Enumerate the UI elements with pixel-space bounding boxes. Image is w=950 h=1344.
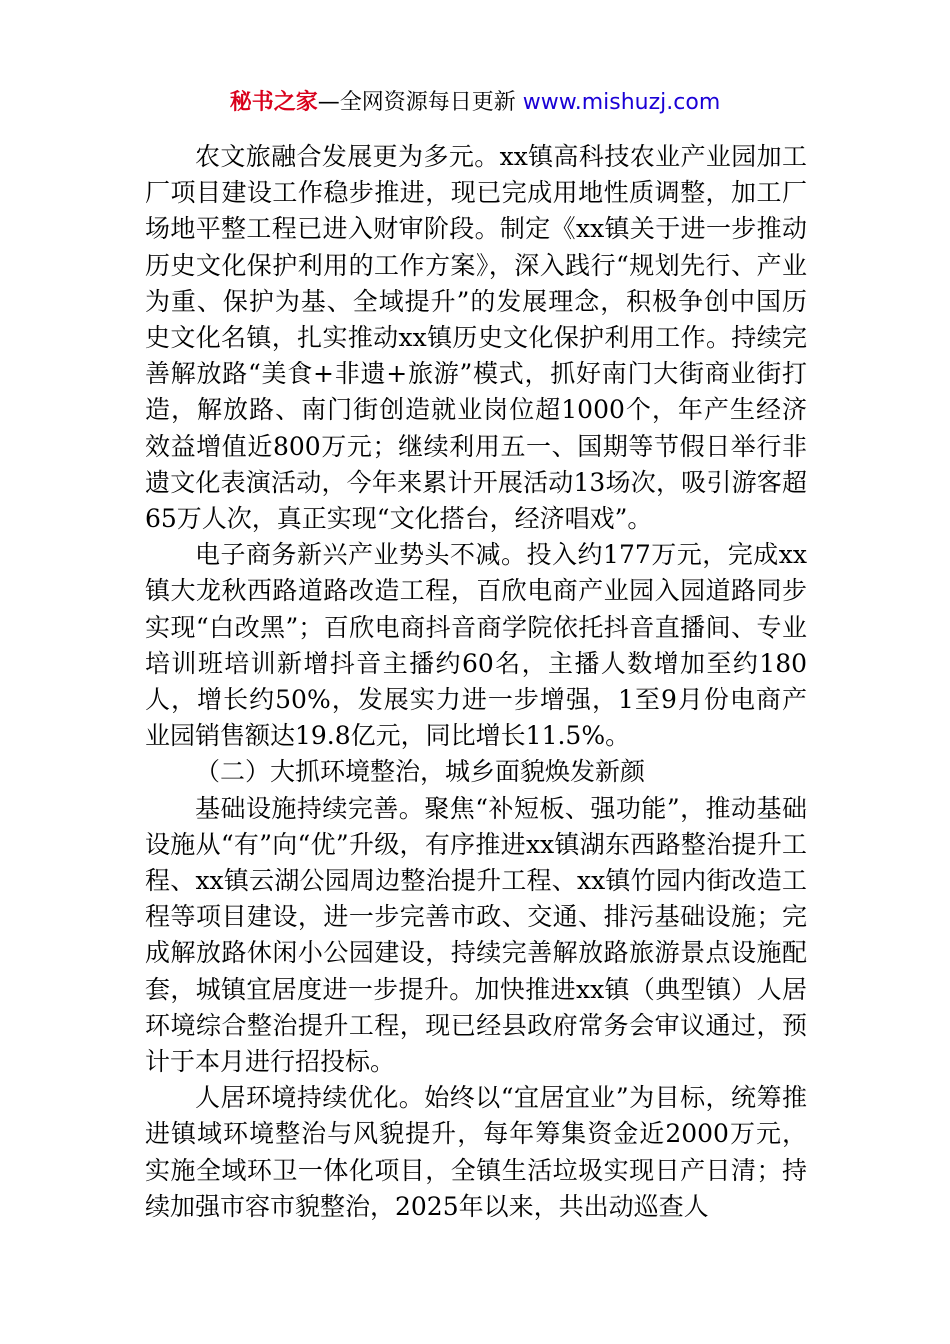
document-body bbox=[145, 139, 807, 1225]
paragraph-infrastructure: 基础设施持续完善。聚焦“补短板、强功能”，推动基础设施从“有”向“优”升级，有序推进xx镇湖东西路整治提升工程、xx镇云湖公园周边整治提升工程、xx镇竹园内街改造工程等项目建设，进一步完善市政、交通、排污基础设施；完成解放路休闲小公园建设，持续完善解放路旅游景点设施配套，城镇宜居度进一步提升。加快推进xx镇（典型镇）人居环境综合整治提升工程，现已经县政府常务会审议通过，预计于本月进行招投标。 bbox=[145, 793, 807, 1077]
site-header bbox=[0, 86, 950, 120]
site-brand: 秘书之家 bbox=[229, 90, 318, 115]
site-tagline: —全网资源每日更新 bbox=[317, 90, 523, 115]
site-url[interactable]: www.mishuzj.com bbox=[522, 90, 721, 115]
paragraph-culture-tourism: 农文旅融合发展更为多元。xx镇高科技农业产业园加工厂项目建设工作稳步推进，现已完成用地性质调整，加工厂场地平整工程已进入财审阶段。制定《xx镇关于进一步推动历史文化保护利用的工作方案》，深入践行“规划先行、产业为重、保护为基、全域提升”的发展理念，积极争创中国历史文化名镇，扎实推动xx镇历史文化保护利用工作。持续完善解放路“美食+非遗+旅游”模式，抓好南门大街商业街打造，解放路、南门街创造就业岗位超1000个，年产生经济效益增值近800万元；继续利用五一、国期等节假日举行非遗文化表演活动，今年来累计开展活动13场次，吸引游客超65万人次，真正实现“文化搭台，经济唱戏”。 bbox=[145, 142, 807, 534]
section-heading-environment: （二）大抓环境整治，城乡面貌焕发新颜 bbox=[195, 757, 646, 787]
paragraph-ecommerce: 电子商务新兴产业势头不减。投入约177万元，完成xx镇大龙秋西路道路改造工程，百欣电商产业园入园道路同步实现“白改黑”；百欣电商抖音商学院依托抖音直播间、专业培训班培训新增抖音主播约60名，主播人数增加至约180人，增长约50%，发展实力进一步增强，1至9月份电商产业园销售额达19.8亿元，同比增长11.5%。 bbox=[145, 540, 807, 751]
paragraph-living-environment: 人居环境持续优化。始终以“宜居宜业”为目标，统筹推进镇域环境整治与风貌提升，每年筹集资金近2000万元，实施全域环卫一体化项目，全镇生活垃圾实现日产日清；持续加强市容市貌整治，2025年以来，共出动巡查人 bbox=[145, 1083, 807, 1221]
